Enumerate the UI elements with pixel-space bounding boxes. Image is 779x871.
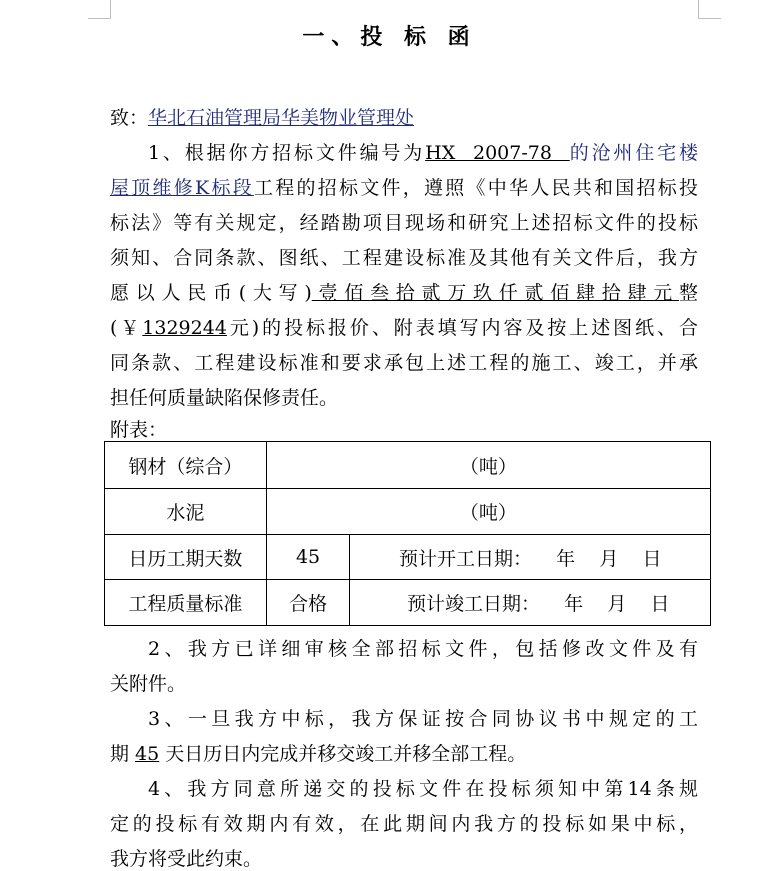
steel-label: 钢材（综合）: [105, 442, 267, 489]
cement-label: 水泥: [105, 489, 267, 535]
duration-value: 45: [266, 535, 350, 580]
table-row: [105, 442, 711, 489]
p1-line-6: (￥1329244元)的投标报价、附表填写内容及按上述图纸、合: [110, 317, 698, 339]
amount-in-words: 壹佰叁拾贰万玖仟贰佰肆拾肆元: [311, 282, 679, 304]
finish-date-cell: [350, 580, 711, 626]
table-row: [105, 580, 711, 626]
p1-line-2: 屋顶维修K标段工程的招标文件，遵照《中华人民共和国招标投: [110, 177, 698, 199]
table-row: [105, 489, 711, 535]
duration-label: 日历工期天数: [105, 535, 267, 580]
start-date-cell: [350, 535, 711, 580]
document-title: 一、投 标 函: [302, 24, 477, 50]
addressee-label: 致：: [110, 107, 149, 129]
finish-date-value: 年 月 日: [564, 593, 670, 615]
p3-line-2: 期 45 天日历日内完成并移交竣工并移全部工程。: [110, 743, 527, 765]
start-date-value: 年 月 日: [556, 547, 662, 570]
quality-label: 工程质量标准: [105, 580, 267, 626]
p1-line-3: 标法》等有关规定，经踏勘项目现场和研究上述招标文件的投标: [110, 212, 698, 234]
page-corner-marker-right: [698, 0, 721, 19]
p2-line-1: 2、我方已详细审核全部招标文件，包括修改文件及有: [148, 638, 698, 660]
p4-line-3: 我方将受此约束。: [110, 848, 263, 870]
p4-line-1: 4、我方同意所递交的投标文件在投标须知中第14条规: [148, 778, 698, 800]
p1-line-8: 担任何质量缺陷保修责任。: [110, 387, 339, 409]
p4-line-2: 定的投标有效期内有效，在此期间内我方的投标如果中标，: [110, 813, 698, 835]
duration-days: 45: [135, 743, 160, 765]
p1-line-7: 同条款、工程建设标准和要求承包上述工程的施工、竣工，并承: [110, 352, 698, 374]
page-corner-marker-left: [88, 0, 111, 19]
p1-line-4: 须知、合同条款、图纸、工程建设标准及其他有关文件后，我方: [110, 247, 698, 269]
bid-attachment-table: [104, 441, 711, 626]
cement-value: （吨）: [266, 489, 710, 535]
project-name: 屋顶维修K标段: [110, 177, 254, 199]
addressee-line: [110, 103, 414, 130]
quality-value: 合格: [266, 580, 350, 626]
p1-line-1: 1、根据你方招标文件编号为HX 2007-78 的沧州住宅楼: [148, 142, 698, 164]
attachment-label: 附表：: [110, 419, 168, 441]
p3-line-1: 3、一旦我方中标，我方保证按合同协议书中规定的工: [148, 708, 698, 730]
amount-in-figures: 1329244: [142, 317, 227, 339]
doc-number: HX 2007-78: [425, 142, 570, 164]
table-row: [105, 535, 711, 580]
addressee-name: 华北石油管理局华美物业管理处: [148, 107, 415, 129]
steel-value: （吨）: [266, 442, 710, 489]
p1-line-5: 愿以人民币(大写)壹佰叁拾贰万玖仟贰佰肆拾肆元整: [110, 282, 698, 304]
start-date-label: 预计开工日期：: [398, 547, 532, 570]
p2-line-2: 关附件。: [110, 673, 187, 695]
finish-date-label: 预计竣工日期：: [406, 593, 540, 615]
